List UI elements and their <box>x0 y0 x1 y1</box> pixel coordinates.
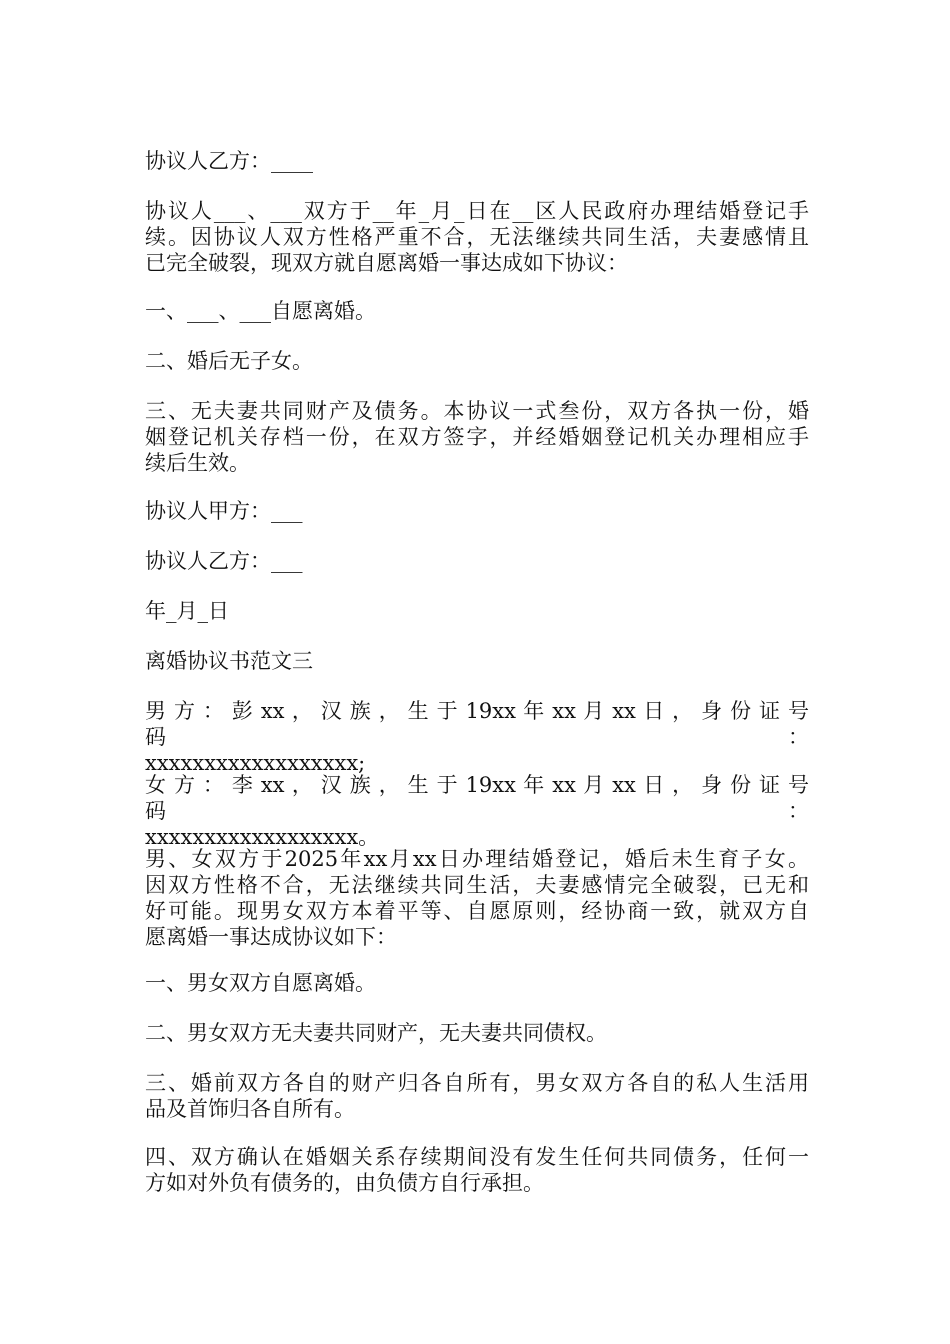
clause-1-voluntary-divorce: 一、男女双方自愿离婚。 <box>145 971 376 995</box>
female-party-info: 女 方 ： 李 xx ， 汉 族 ， 生 于 19xx 年 xx 月 xx 日 ， 身 份 证 号 码 ： xxxxxxxxxxxxxxxxxx。 <box>145 773 809 849</box>
section-title: 离婚协议书范文三 <box>145 649 313 673</box>
clause-2: 二、婚后无子女。 <box>145 349 313 373</box>
agreement-intro-paragraph: 协议人___、___双方于__年_月_日在__区人民政府办理结婚登记手 续。因协议人双方性格严重不合，无法继续共同生活，夫妻感情且 已完全破裂，现双方就自愿离婚一事达成如下协议： <box>145 199 809 275</box>
document-page <box>145 0 809 1344</box>
clause-2-property: 二、男女双方无夫妻共同财产，无夫妻共同债权。 <box>145 1021 607 1045</box>
date-line: 年_月_日 <box>145 599 229 623</box>
clause-4-debts: 四、双方确认在婚姻关系存续期间没有发生任何共同债务，任何一 方如对外负有债务的，由负债方自行承担。 <box>145 1145 809 1195</box>
clause-3: 三、无夫妻共同财产及债务。本协议一式叁份，双方各执一份，婚 姻登记机关存档一份，在双方签字，并经婚姻登记机关办理相应手 续后生效。 <box>145 399 809 475</box>
party-b-line-top: 协议人乙方：____ <box>145 149 313 173</box>
party-a-signature-line: 协议人甲方：___ <box>145 499 303 523</box>
clause-1: 一、___、___自愿离婚。 <box>145 299 376 323</box>
party-b-signature-line: 协议人乙方：___ <box>145 549 303 573</box>
male-party-info: 男 方 ： 彭 xx ， 汉 族 ， 生 于 19xx 年 xx 月 xx 日 ， 身 份 证 号 码 ： xxxxxxxxxxxxxxxxxx; <box>145 699 809 775</box>
clause-3-premarital-property: 三、婚前双方各自的财产归各自所有，男女双方各自的私人生活用 品及首饰归各自所有。 <box>145 1071 809 1121</box>
background-paragraph: 男、女双方于2025年xx月xx日办理结婚登记，婚后未生育子女。 因双方性格不合，无法继续共同生活，夫妻感情完全破裂，已无和 好可能。现男女双方本着平等、自愿原则，经协商一致，就双方自 愿离婚一事达成协议如下： <box>145 847 809 949</box>
